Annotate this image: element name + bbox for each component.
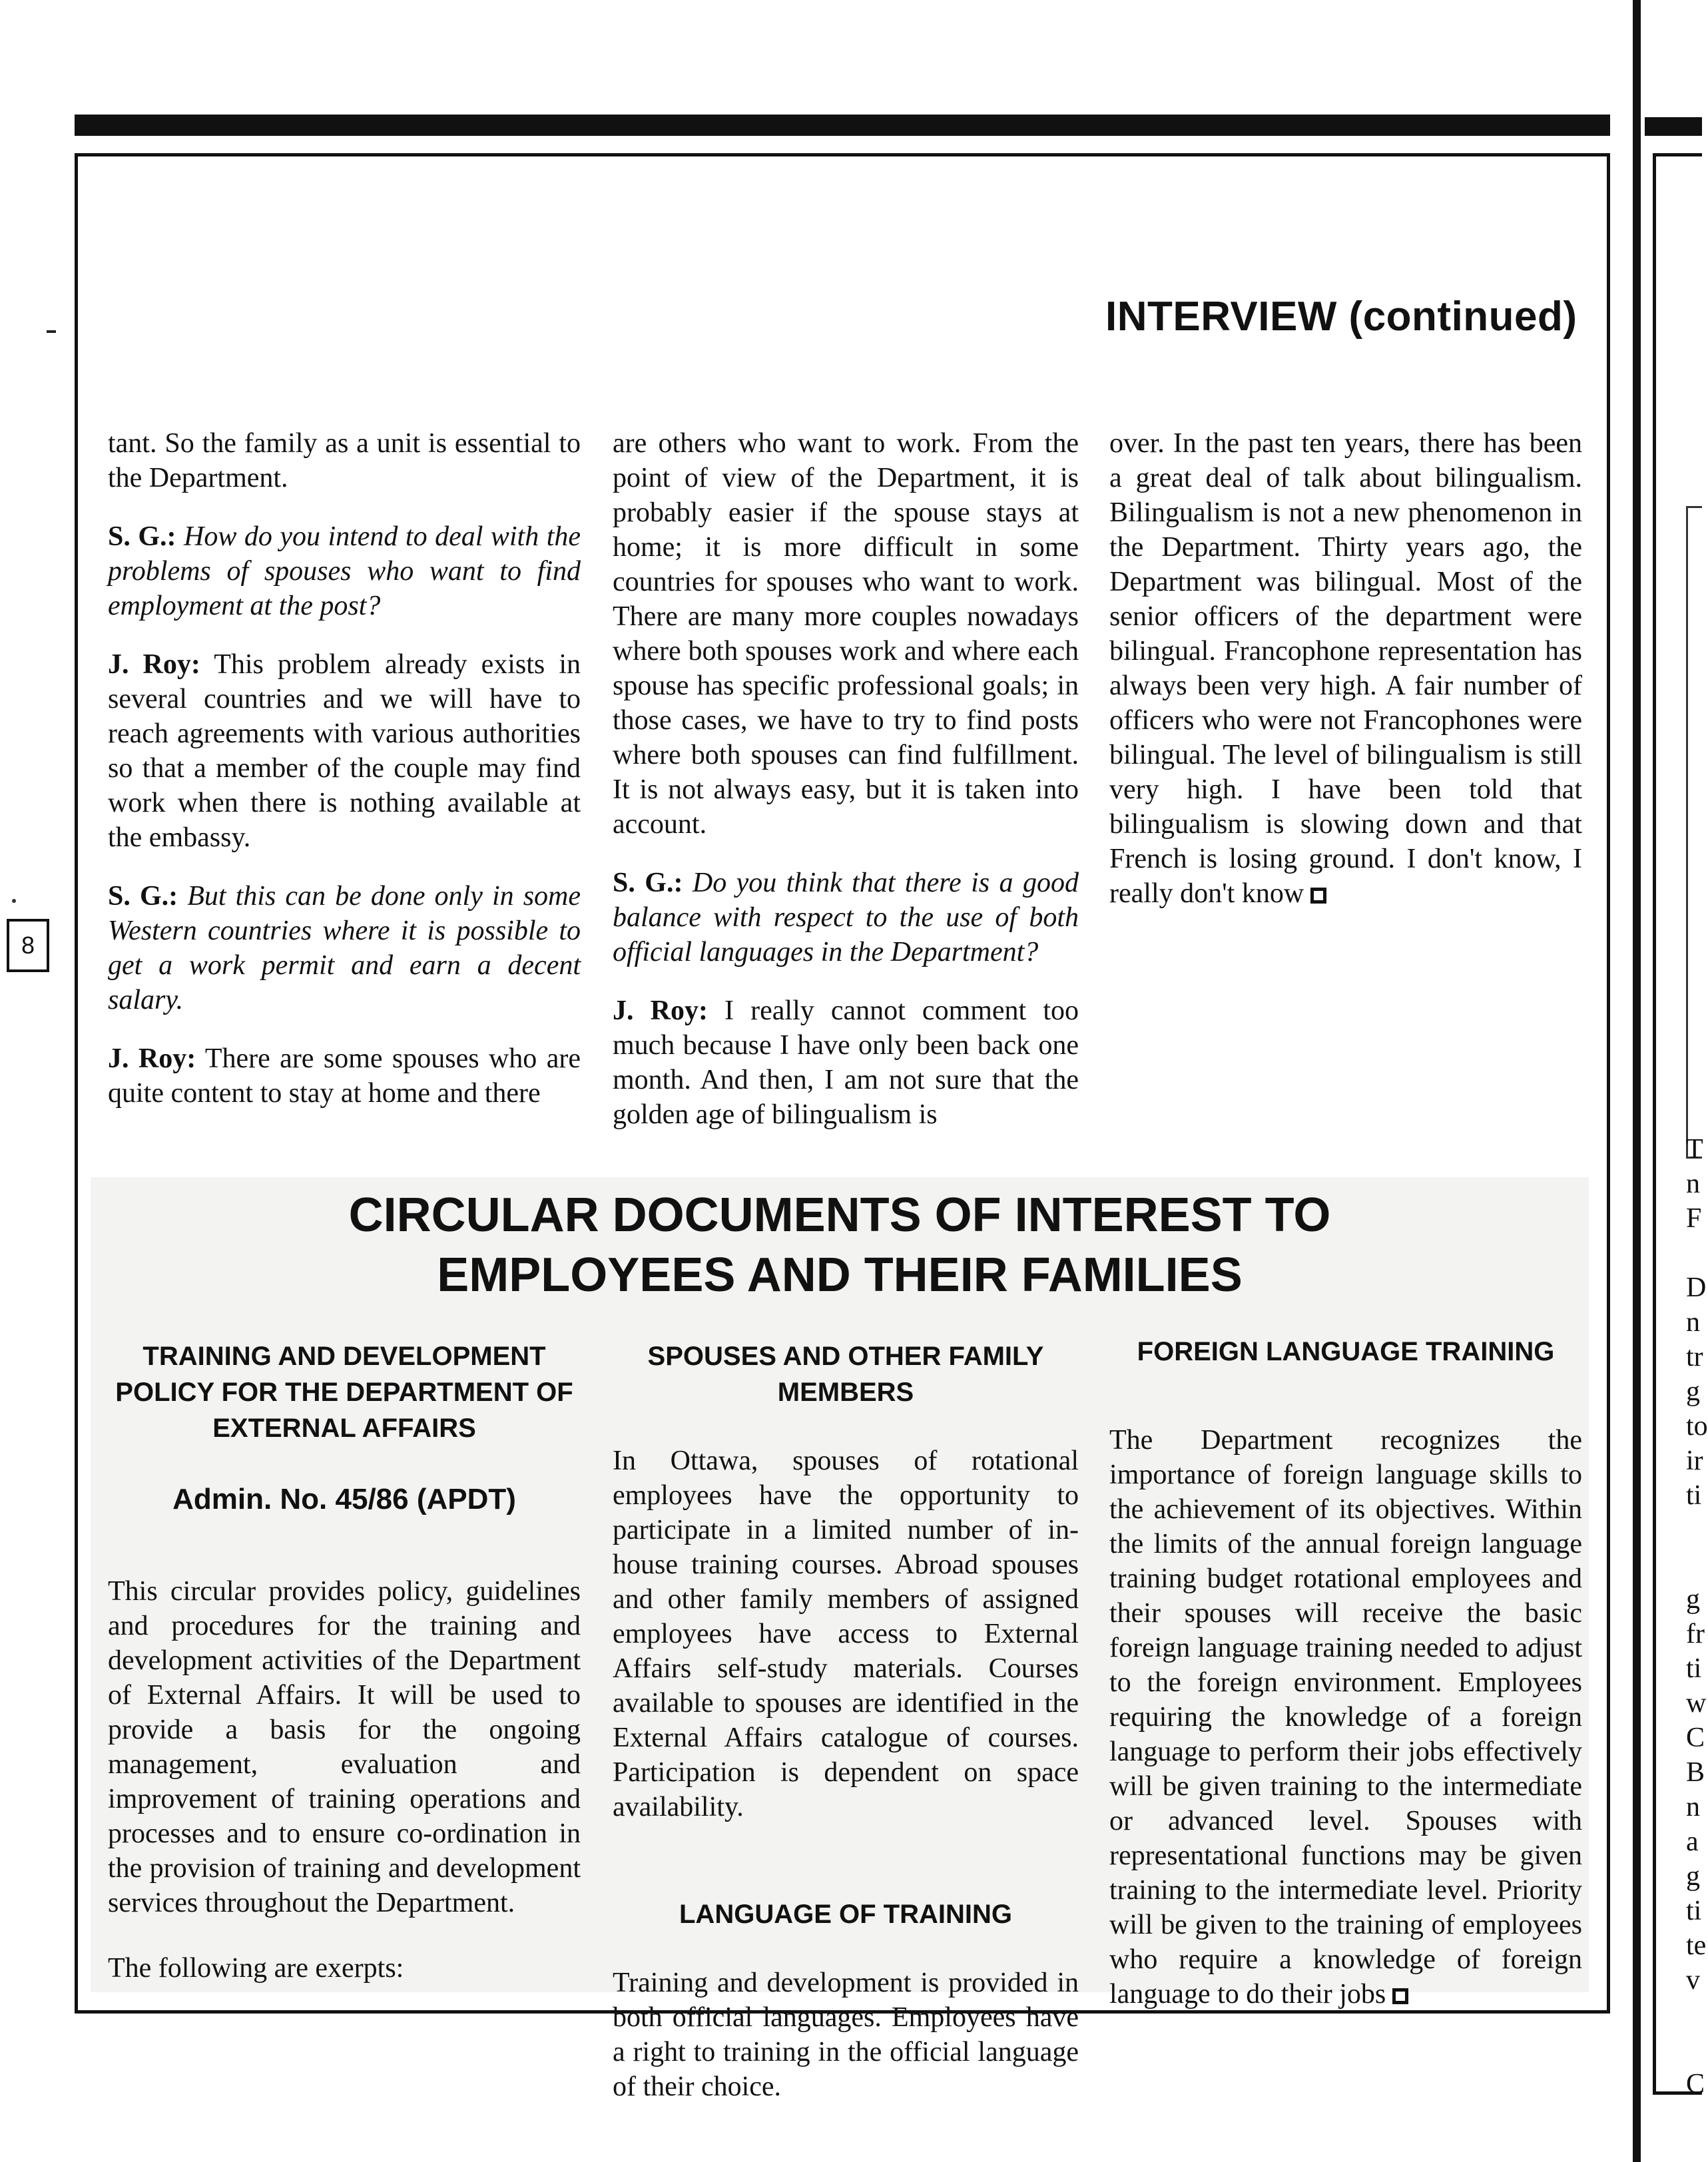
edge-letter: fr bbox=[1686, 1619, 1705, 1649]
answer-text: There are some spouses who are quite content to stay at home and there bbox=[108, 1043, 581, 1109]
interview-column-2 bbox=[613, 426, 1079, 1156]
circular-title-line-2: EMPLOYEES AND THEIR FAMILIES bbox=[437, 1248, 1243, 1302]
speaker-label: J. Roy: bbox=[108, 649, 200, 680]
interview-paragraph: tant. So the family as a unit is essential to the Department. bbox=[108, 428, 581, 493]
spouses-column bbox=[613, 1338, 1079, 2128]
edge-letter: D bbox=[1686, 1272, 1707, 1303]
foreign-language-body: The Department recognizes the importance of foreign language skills to the achievement of its objectives. Within the limits of the annual foreign language training budget rotational employees and their spouses will receive the basic foreign language training needed to adjust to the foreign environment. Employees requiring the knowledge of a foreign language to perform their jobs effectively will be given training to the intermediate or advanced level. Spouses with representational functions may be given training to the intermediate level. Priority will be given to the training of employees who require a knowledge of foreign language to do their jobs bbox=[1109, 1425, 1582, 2010]
section-header: INTERVIEW (continued) bbox=[1105, 294, 1577, 340]
language-of-training-body: Training and development is provided in both official languages. Employees have a right to training in the official language of their choice. bbox=[613, 1968, 1079, 2102]
edge-letter bbox=[1686, 1547, 1702, 1582]
answer-text: This problem already exists in several countries and we will have to reach agreements with various authorities so that a member of the couple may find work when there is nothing available at the embassy. bbox=[108, 649, 581, 853]
edge-letter bbox=[1686, 2032, 1702, 2067]
training-policy-body: This circular provides policy, guidelines and procedures for the training and development activities of the Department of External Affairs. It will be used to provide a basis for the ongoing management, evaluation and improvement of training operations and processes and to ensure co-ordination in the provision of training and development services throughout the Department. bbox=[108, 1576, 581, 1918]
end-mark-icon bbox=[1392, 1988, 1408, 2004]
training-policy-column bbox=[108, 1338, 581, 2010]
speaker-label: S. G.: bbox=[613, 868, 683, 898]
edge-letter: a bbox=[1686, 1826, 1699, 1857]
margin-dot bbox=[12, 899, 16, 903]
edge-letter: ti bbox=[1686, 1480, 1702, 1511]
interview-paragraph: are others who want to work. From the point of view of the Department, it is probably easier if the spouse stays at home; it is more difficult in some countries for spouses who want to work. There are many more couples nowadays where both spouses work and where each spouse has specific professional goals; in those cases, we have to try to find posts where both spouses can find fulfillment. It is not always easy, but it is taken into account. bbox=[613, 428, 1079, 840]
edge-letter: n bbox=[1686, 1792, 1700, 1822]
end-mark-icon bbox=[1310, 888, 1326, 904]
speaker-label: S. G.: bbox=[108, 521, 176, 552]
page-number: 8 bbox=[7, 919, 49, 972]
interview-paragraph bbox=[1109, 426, 1582, 911]
edge-letter: g bbox=[1686, 1584, 1700, 1615]
answer-text: I really cannot comment too much because I have only been back one month. And then, I am not sure that the golden age of bilingualism is bbox=[613, 995, 1079, 1130]
circular-title-line-1: CIRCULAR DOCUMENTS OF INTEREST TO bbox=[348, 1189, 1331, 1242]
edge-letter bbox=[1686, 1998, 1702, 2032]
question-text: Do you think that there is a good balance with respect to the use of both official languages in the Department? bbox=[613, 868, 1079, 967]
foreign-language-paragraph bbox=[1109, 1423, 1582, 2012]
exerpts-note: The following are exerpts: bbox=[108, 1953, 404, 1984]
edge-letter: C bbox=[1686, 1723, 1705, 1753]
margin-mark bbox=[47, 330, 56, 333]
closing-text: over. In the past ten years, there has been a great deal of talk about bilingualism. Bilingualism is not a new phenomenon in the Department. Thirty years ago, the Department was bilingual. Most of the senior officers of the department were bilingual. Francophone representation has always been very high. A fair number of officers who were not Francophones were bilingual. The level of bilingualism is still very high. I have been told that bilingualism is slowing down and that French is losing ground. I don't know, I really don't know bbox=[1109, 428, 1582, 909]
interview-question bbox=[108, 879, 581, 1017]
speaker-label: S. G.: bbox=[108, 881, 178, 912]
interview-column-3 bbox=[1109, 426, 1582, 935]
edge-letter: F bbox=[1686, 1203, 1702, 1234]
header-rule bbox=[75, 115, 1610, 136]
edge-letter bbox=[1686, 1513, 1702, 1547]
edge-letter bbox=[1686, 1236, 1702, 1270]
edge-letter: to bbox=[1686, 1411, 1708, 1442]
spouses-body: In Ottawa, spouses of rotational employees have the opportunity to participate in a limited number of in-house training courses. Abroad spouses and other family members of assigned employees have access to External Affairs self-study materials. Courses available to spouses are identified in the External Affairs catalogue of courses. Participation is dependent on space availability. bbox=[613, 1446, 1079, 1822]
foreign-language-column bbox=[1109, 1334, 1582, 2035]
edge-letter: v bbox=[1686, 1965, 1700, 1996]
spouses-heading: SPOUSES AND OTHER FAMILY MEMBERS bbox=[647, 1342, 1044, 1407]
training-policy-heading: TRAINING AND DEVELOPMENT POLICY FOR THE DEPARTMENT OF EXTERNAL AFFAIRS bbox=[115, 1342, 573, 1443]
edge-letter: T bbox=[1686, 1134, 1703, 1165]
adjacent-page-box bbox=[1686, 506, 1702, 1159]
speaker-label: J. Roy: bbox=[613, 995, 708, 1026]
edge-letter: B bbox=[1686, 1757, 1705, 1788]
speaker-label: J. Roy: bbox=[108, 1043, 196, 1074]
circular-title bbox=[91, 1185, 1589, 1305]
question-text: How do you intend to deal with the problems of spouses who want to find employment at the post? bbox=[108, 521, 581, 621]
question-text: But this can be done only in some Western countries where it is possible to get a work permit and earn a decent salary. bbox=[108, 881, 581, 1015]
edge-letter: w bbox=[1686, 1688, 1707, 1719]
interview-column-1 bbox=[108, 426, 581, 1135]
language-of-training-heading: LANGUAGE OF TRAINING bbox=[679, 1900, 1012, 1929]
edge-letter: C bbox=[1686, 2069, 1705, 2099]
edge-letter: ti bbox=[1686, 1896, 1702, 1926]
interview-answer bbox=[613, 993, 1079, 1132]
edge-letter: n bbox=[1686, 1169, 1700, 1199]
edge-letter: ti bbox=[1686, 1653, 1702, 1684]
interview-answer bbox=[108, 647, 581, 855]
edge-letter: tr bbox=[1686, 1342, 1703, 1372]
admin-number: Admin. No. 45/86 (APDT) bbox=[172, 1483, 516, 1515]
adjacent-page-header-rule bbox=[1645, 117, 1702, 136]
foreign-language-heading: FOREIGN LANGUAGE TRAINING bbox=[1137, 1337, 1555, 1366]
edge-letter: ir bbox=[1686, 1446, 1703, 1476]
adjacent-page-text-edge bbox=[1686, 1132, 1708, 2101]
interview-answer bbox=[108, 1041, 581, 1111]
edge-letter: g bbox=[1686, 1376, 1700, 1407]
edge-letter: g bbox=[1686, 1861, 1700, 1892]
page-gutter bbox=[1633, 0, 1641, 2162]
edge-letter: n bbox=[1686, 1307, 1700, 1338]
interview-question bbox=[613, 866, 1079, 969]
edge-letter: te bbox=[1686, 1930, 1707, 1961]
interview-question bbox=[108, 519, 581, 623]
